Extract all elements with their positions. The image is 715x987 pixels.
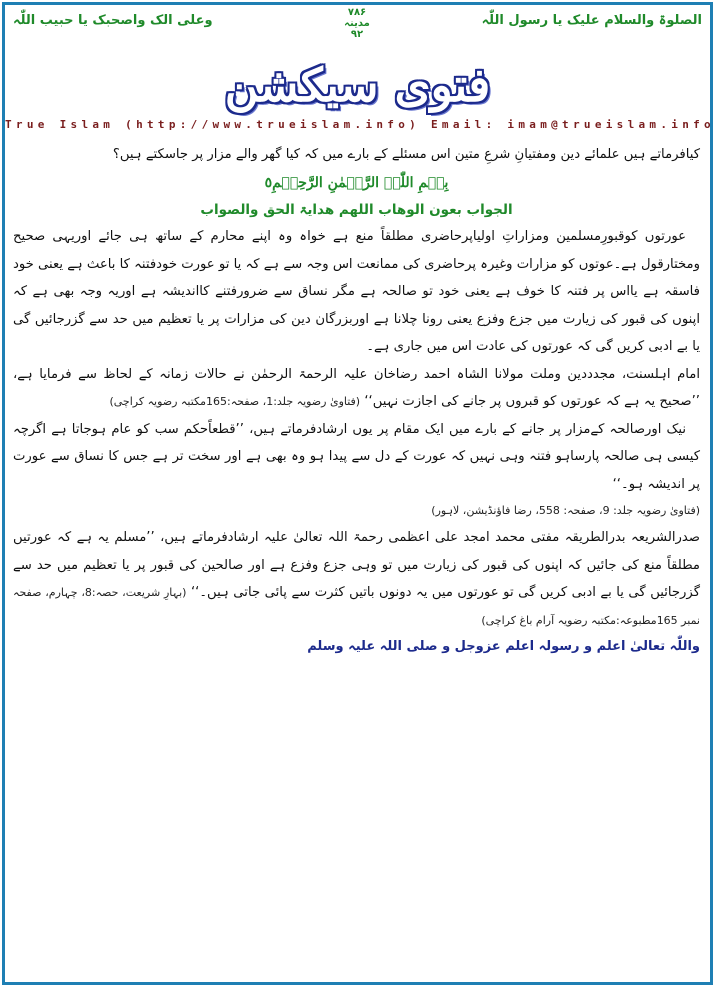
paragraph-2-text: امام اہلسنت، مجدددین وملت مولانا الشاہ احمد رضاخان علیہ الرحمۃ الرحمٰن نے حالات زمانہ کے لحاظ سے فرمایا ہے، ’’صحیح یہ ہے کہ عورتوں کو قبروں پر جانے کی اجازت نہیں‘‘ xyxy=(13,366,700,409)
reference-bahar-e-shariat: (بہارِ شریعت، حصہ:8، چہارم، صفحہ نمبر 165مطبوعہ:مکتبہ رضویہ آرام باغ کراچی) xyxy=(13,586,700,627)
answer-paragraph-1: عورتوں کوقبورِمسلمین ومزاراتِ اولیاپرحاضری مطلقاً منع ہے خواہ وہ اپنے محارم کے ساتھ ہی جائے اوریہی صحیح ومختارقول ہے۔عوتوں کو مزارات وغیرہ پرحاضری کی ممانعت اس وجہ سے ہے کہ یا تو عورت خودفتنہ کا باعث ہے یعنی خود فاسقہ ہے یااس پر فتنہ کا خوف ہے یعنی خود تو صالحہ ہے مگر نساق سے ضرورفتنے کااندیشہ ہے اوریہ وجہ بھی ہے کہ اپنوں کی قبور کی زیارت میں جزع وفزع یعنی رونا چلانا ہے اوربزرگان دین کی مزارات پر یا تعظیم میں حد سے گزرجائیں گی یا بے ادبی کریں گی کہ عورتوں کی عادت اس میں جاری ہے۔ xyxy=(13,229,700,354)
seal-line-92: ۹۲ xyxy=(350,29,364,40)
reference-fatawa-razawiya-1: (فتاویٰ رضویہ جلد:1، صفحہ:165مکتبہ رضویہ کراچی) xyxy=(109,395,361,408)
answer-paragraph-2 xyxy=(13,361,700,416)
page-frame xyxy=(2,2,713,985)
seal-786 xyxy=(327,7,387,40)
seal-line-madina: مدینہ xyxy=(344,18,370,29)
reference-fatawa-razawiya-9: (فتاویٰ رضویہ جلد: 9، صفحہ: 558، رضا فاؤنڈیشن، لاہور) xyxy=(431,504,700,517)
question-text: کیافرماتے ہیں علمائے دین ومفتیانِ شرعِ متین اس مسئلے کے بارے میں کہ کیا گھر والے مزار پر جاسکتے ہیں؟ xyxy=(112,147,700,162)
fatwa-body xyxy=(13,143,700,660)
answer-paragraph-4 xyxy=(13,524,700,634)
salutation-right: الصلوۃ والسلام علیک یا رسول اللّٰہ xyxy=(481,13,702,28)
page-title: فتوی سیکشن xyxy=(224,58,491,112)
seal-line-number: ۷۸۶ xyxy=(347,7,367,18)
answer-paragraph-3: نیک اورصالحہ کےمزار پر جانے کے بارے میں ایک مقام پر یوں ارشادفرماتے ہیں، ’’قطعاًحکم سب کو عام ہوجاتا ہے اگرچہ کیسی ہی صالحہ پارساہو فتنہ وہی نہیں کہ عورت کے دل سے پیدا ہو وہ بھی ہے اور سخت تر ہے جس کا نساق سے عورت پر اندیشہ ہو۔‘‘ xyxy=(13,421,700,492)
answer-heading: الجواب بعون الوھاب اللھم ھدایۃ الحق والصواب xyxy=(200,202,513,218)
paragraph-4-text: صدرالشریعہ بدرالطریقہ مفتی محمد امجد علی اعظمی رحمۃ اللہ تعالیٰ علیہ ارشادفرماتے ہیں، ’’مسلم یہ ہے کہ عورتیں مطلقاً منع کی جائیں کہ اپنوں کی قبور کی زیارت میں تو وہی جزع وفزع ہے اور صالحین کی قبور پر یا تعظیم میں حد سے گزرجائیں گی یا بے ادبی کریں گی تو عورتوں میں یہ دونوں باتیں کثرت سے پائی جاتی ہیں۔‘‘ xyxy=(13,530,700,600)
closing-dua: واللّٰہ تعالیٰ اعلم و رسولہ اعلم عزوجل و صلی اللہ علیہ وسلم xyxy=(307,639,700,654)
contact-line: True Islam (http://www.trueislam.info) Email: imam@trueislam.info xyxy=(5,118,715,131)
bismillah: بِسۡمِ اللّٰہِ الرَّحۡمٰنِ الرَّحِیۡمِ٥ xyxy=(264,175,449,191)
salutation-left: وعلی الک واصحبک یا حبیب اللّٰہ xyxy=(13,13,213,28)
header-bar xyxy=(5,5,710,51)
